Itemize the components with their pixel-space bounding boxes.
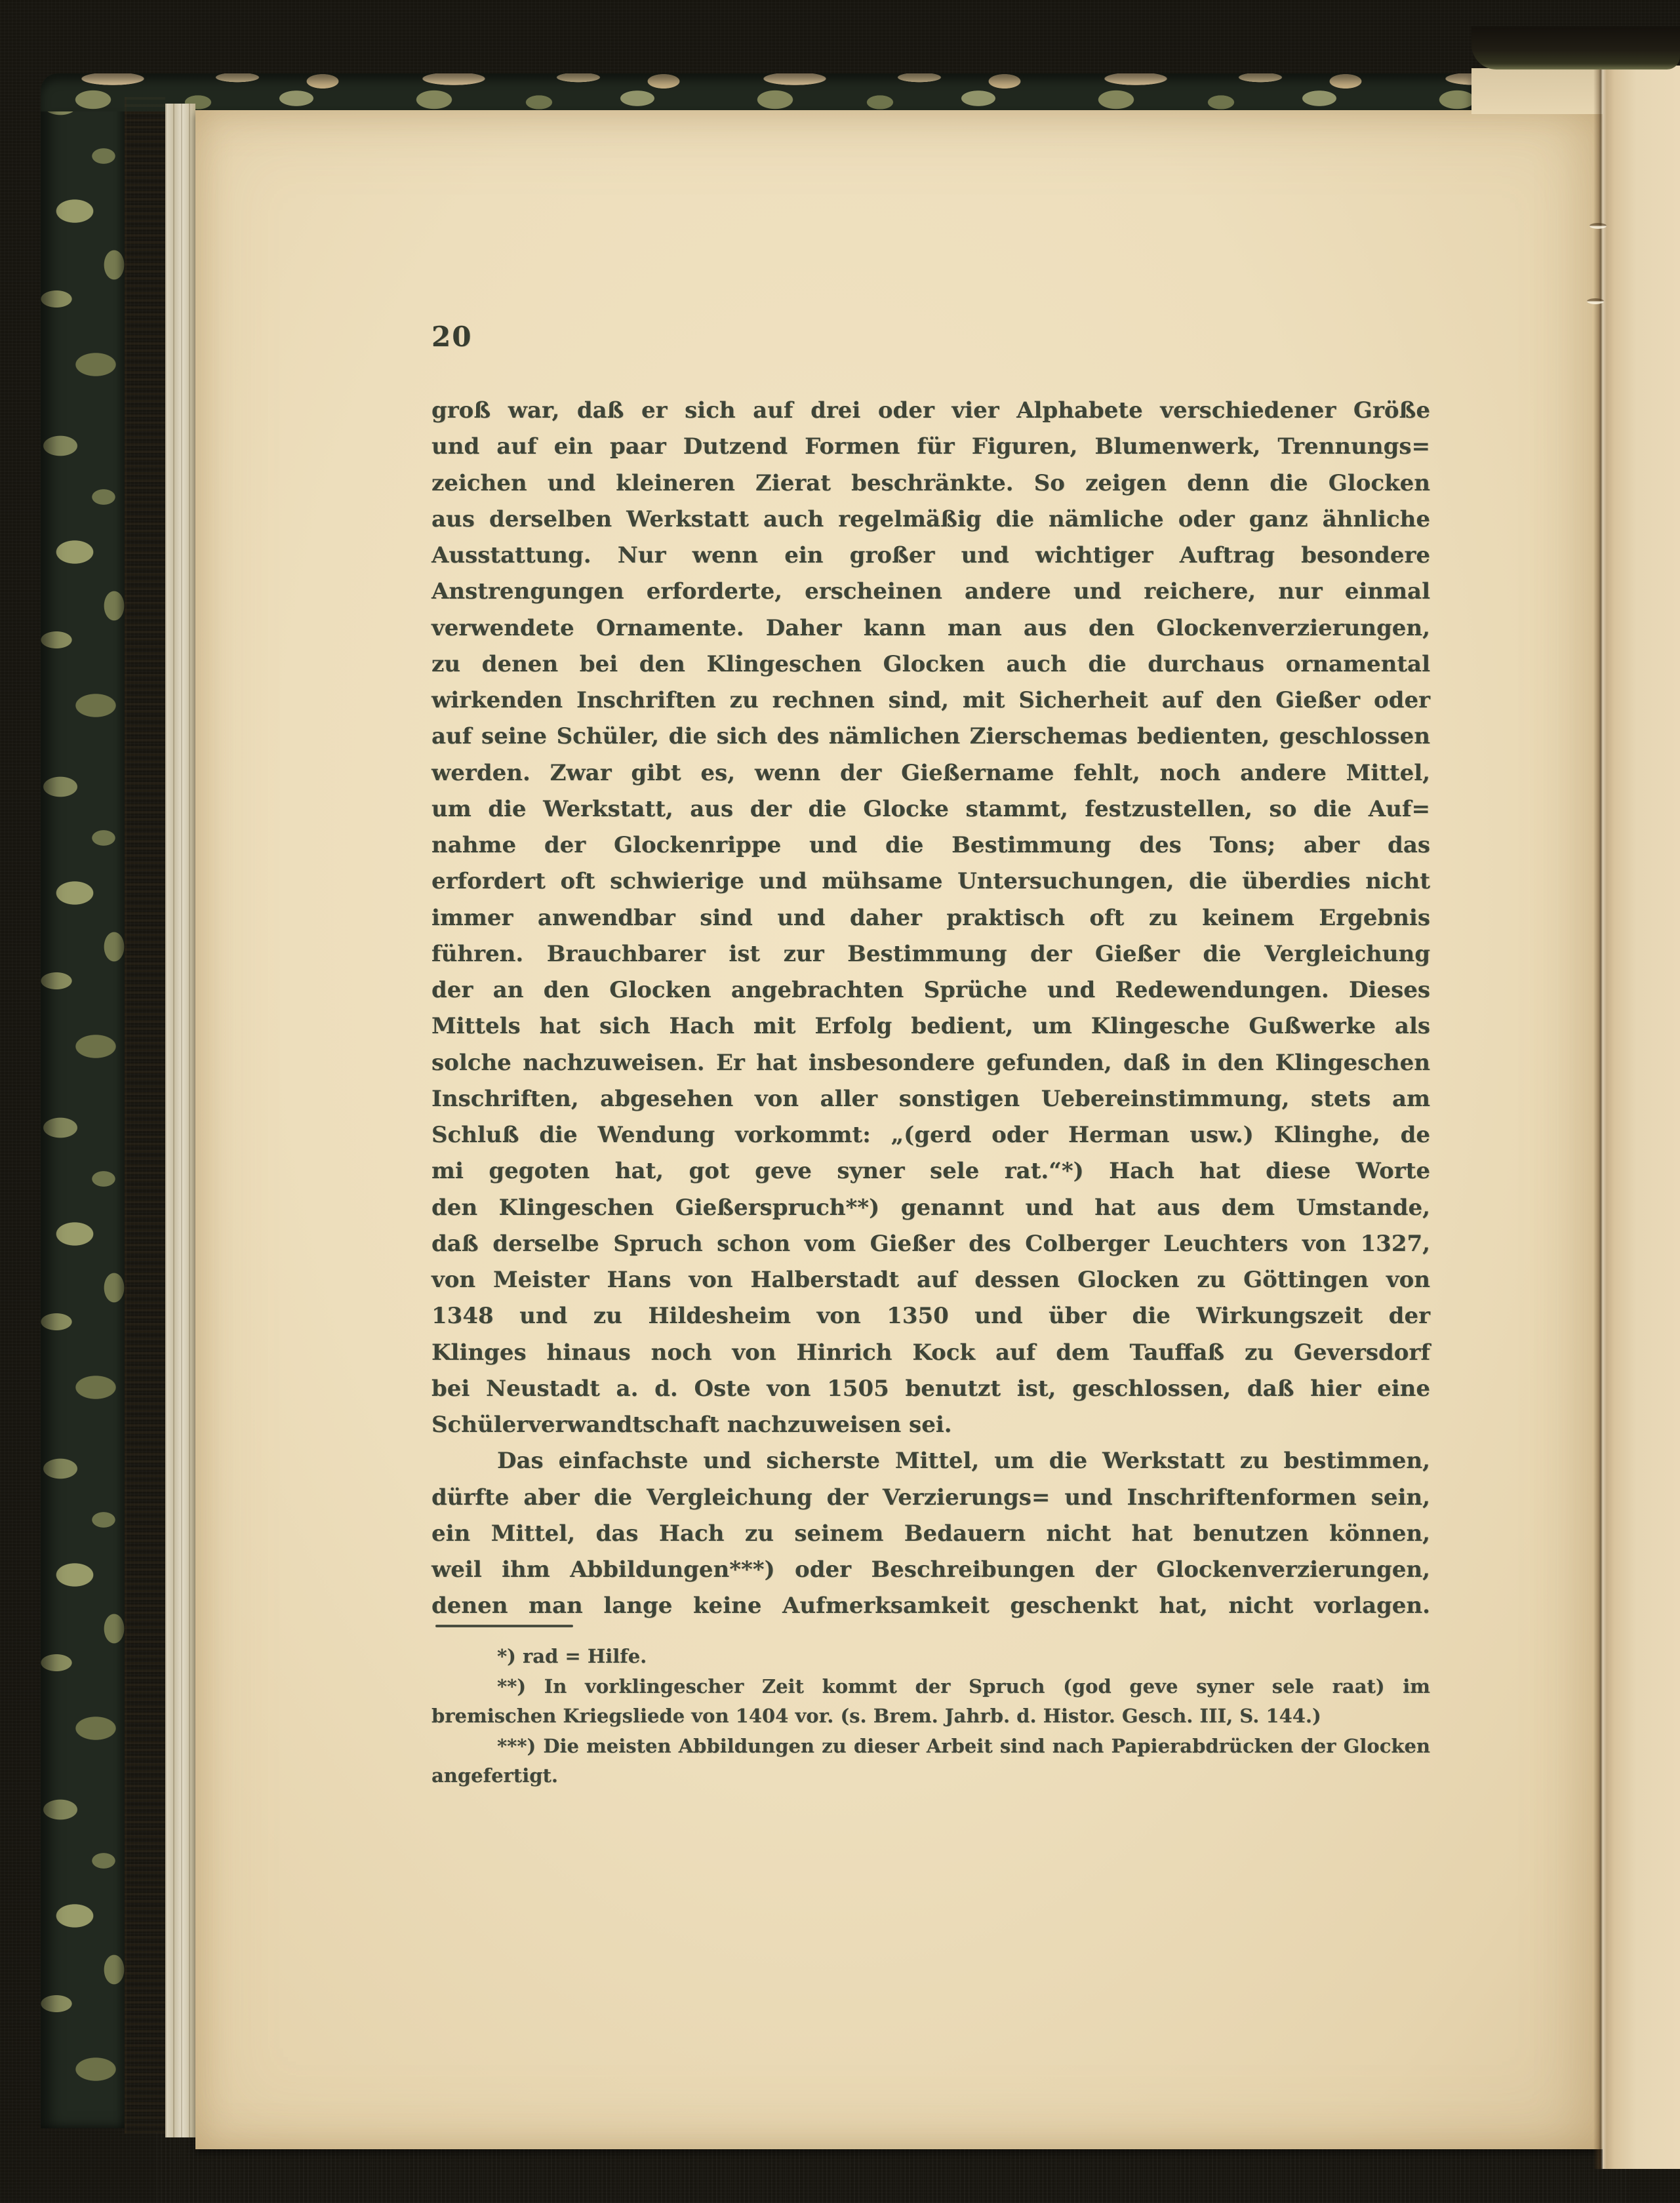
torn-endpaper-hinge-strip (125, 97, 165, 2134)
footnote-line: ***) Die meisten Abbildungen zu dieser Arbeit sind nach Papierabdrücken der Glocken (497, 1734, 1430, 1757)
body-line: dürfte aber die Vergleichung der Verzierungs= und Inschriftenformen sein, (431, 1484, 1430, 1511)
body-line: weil ihm Abbildungen***) oder Beschreibungen der Glockenverzierungen, (431, 1557, 1430, 1583)
body-line: verwendete Ornamente. Daher kann man aus den Glockenverzierungen, (431, 614, 1430, 641)
body-line: Anstrengungen erforderte, erscheinen andere und reichere, nur einmal (431, 578, 1430, 605)
book-cover-top-edge (41, 73, 1471, 111)
body-line: bei Neustadt a. d. Oste von 1505 benutzt ist, geschlossen, daß hier eine (431, 1375, 1430, 1402)
footnote-line: *) rad = Hilfe. (497, 1645, 647, 1667)
body-line: nahme der Glockenrippe und die Bestimmung des Tons; aber das (431, 832, 1430, 858)
body-line: Schluß die Wendung vorkommt: „(gerd oder Herman usw.) Klinghe, de (431, 1122, 1430, 1148)
footnote-line: angefertigt. (431, 1764, 558, 1787)
body-line: der an den Glocken angebrachten Sprüche und Redewendungen. Dieses (431, 977, 1430, 1003)
body-line: 1348 und zu Hildesheim von 1350 und über die Wirkungszeit der (431, 1303, 1430, 1330)
body-line: von Meister Hans von Halberstadt auf dessen Glocken zu Göttingen von (431, 1267, 1430, 1293)
body-line: zu denen bei den Klingeschen Glocken auch die durchaus ornamental (431, 650, 1430, 677)
page-number: 20 (431, 321, 473, 353)
gutter-fold (1593, 66, 1607, 2169)
book-cover-top-right-corner (1471, 26, 1680, 69)
body-line: erfordert oft schwierige und mühsame Untersuchungen, die überdies nicht (431, 868, 1430, 895)
footnote-separator-rule (435, 1625, 573, 1627)
body-line: Klinges hinaus noch von Hinrich Kock auf dem Tauffaß zu Geversdorf (431, 1339, 1430, 1366)
body-line: solche nachzuweisen. Er hat insbesondere gefunden, daß in den Klingeschen (431, 1049, 1430, 1076)
body-text (431, 393, 1430, 1625)
gutter-nick (1587, 298, 1604, 304)
page-top-right-corner (1471, 68, 1603, 114)
gutter-nick (1590, 223, 1607, 229)
body-line: ein Mittel, das Hach zu seinem Bedauern nicht hat benutzen können, (431, 1520, 1430, 1547)
body-line: Schülerverwandtschaft nachzuweisen sei. (431, 1412, 952, 1438)
body-line: werden. Zwar gibt es, wenn der Gießername fehlt, noch andere Mittel, (431, 759, 1430, 786)
book-cover-left-edge (41, 83, 125, 2128)
body-line: Ausstattung. Nur wenn ein großer und wichtiger Auftrag besondere (431, 542, 1430, 568)
body-line: daß derselbe Spruch schon vom Gießer des Colberger Leuchters von 1327, (431, 1230, 1430, 1257)
body-line: den Klingeschen Gießerspruch**) genannt und hat aus dem Umstande, (431, 1194, 1430, 1221)
body-line: immer anwendbar sind und daher praktisch oft zu keinem Ergebnis (431, 904, 1430, 931)
body-line: und auf ein paar Dutzend Formen für Figuren, Blumenwerk, Trennungs= (431, 433, 1430, 460)
footnote-text (431, 1642, 1430, 1791)
body-line: zeichen und kleineren Zierat beschränkte. So zeigen denn die Glocken (431, 469, 1430, 496)
footnote-line: **) In vorklingescher Zeit kommt der Spruch (god geve syner sele raat) im (497, 1675, 1430, 1697)
body-line: Mittels hat sich Hach mit Erfolg bedient, um Klingesche Gußwerke als (431, 1013, 1430, 1040)
page-stack-edge (165, 104, 195, 2137)
facing-page-sliver (1603, 66, 1680, 2169)
body-line: auf seine Schüler, die sich des nämlichen Zierschemas bedienten, geschlossen (431, 723, 1430, 750)
body-line: aus derselben Werkstatt auch regelmäßig die nämliche oder ganz ähnliche (431, 506, 1430, 532)
body-line: führen. Brauchbarer ist zur Bestimmung der Gießer die Vergleichung (431, 940, 1430, 967)
body-line: wirkenden Inschriften zu rechnen sind, mit Sicherheit auf den Gießer oder (431, 687, 1430, 713)
footnote-line: bremischen Kriegsliede von 1404 vor. (s. Brem. Jahrb. d. Histor. Gesch. III, S. 144.) (431, 1705, 1321, 1727)
body-line: denen man lange keine Aufmerksamkeit geschenkt hat, nicht vorlagen. (431, 1593, 1430, 1619)
body-line: mi gegoten hat, got geve syner sele rat.“*) Hach hat diese Worte (431, 1158, 1430, 1185)
body-line: Das einfachste und sicherste Mittel, um die Werkstatt zu bestimmen, (497, 1448, 1430, 1475)
body-line: groß war, daß er sich auf drei oder vier Alphabete verschiedener Größe (431, 397, 1430, 424)
body-line: Inschriften, abgesehen von aller sonstigen Uebereinstimmung, stets am (431, 1085, 1430, 1112)
body-line: um die Werkstatt, aus der die Glocke stammt, festzustellen, so die Auf= (431, 795, 1430, 822)
